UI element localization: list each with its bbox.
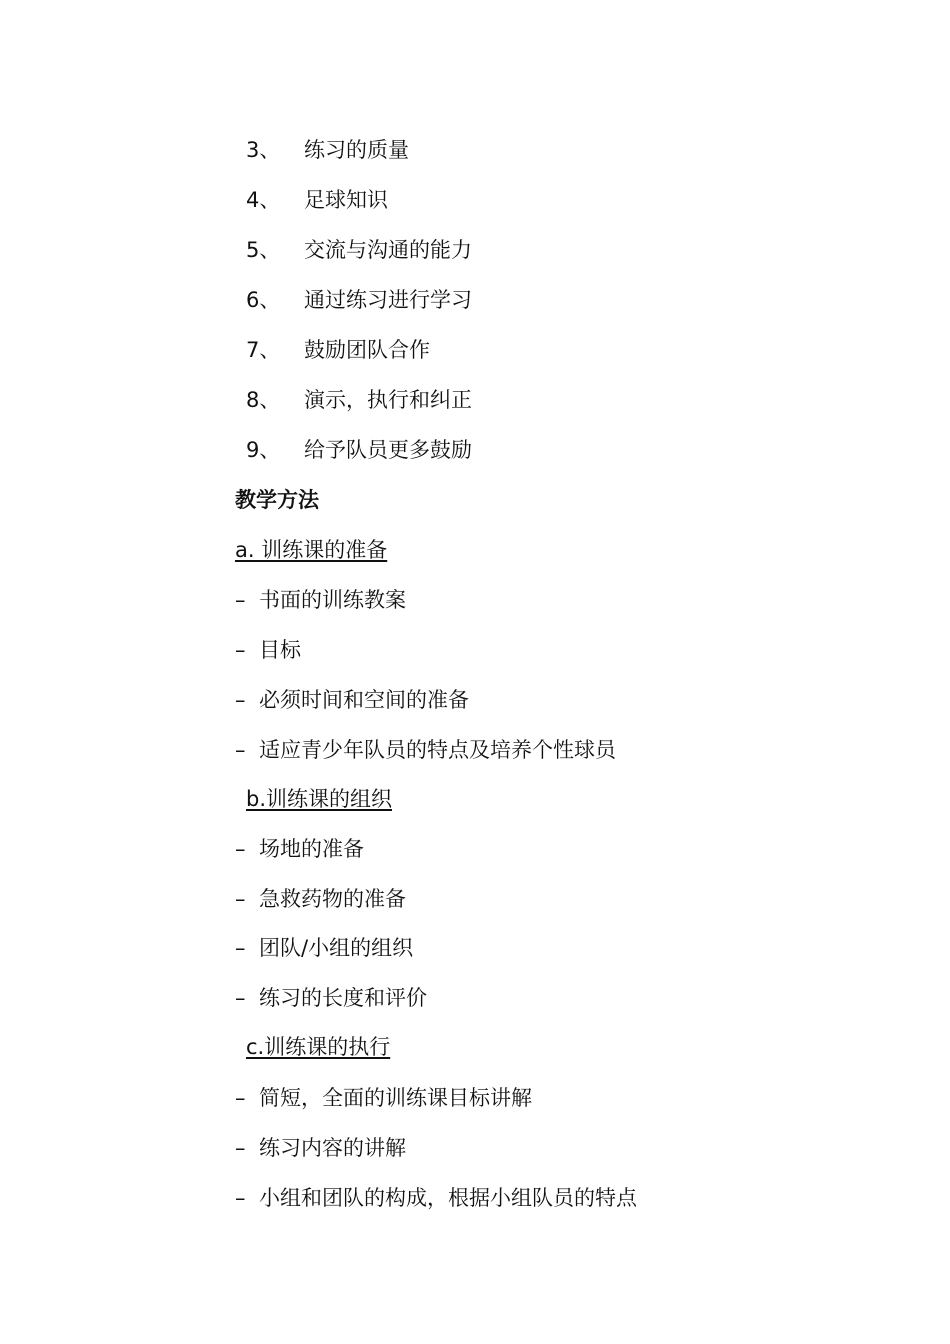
bullet-text: 练习的长度和评价 xyxy=(259,986,427,1010)
list-text: 交流与沟通的能力 xyxy=(304,238,472,262)
bullet-text: 简短，全面的训练课目标讲解 xyxy=(259,1086,532,1110)
bullet-text: 练习内容的讲解 xyxy=(259,1136,406,1160)
bullet-item xyxy=(235,835,364,863)
dash-bullet: – xyxy=(235,986,246,1010)
bullet-item xyxy=(235,885,406,913)
dash-bullet: – xyxy=(235,1086,246,1110)
dash-bullet: – xyxy=(235,638,246,662)
bullet-item xyxy=(235,984,427,1012)
list-number: 6、 xyxy=(246,288,281,312)
dash-bullet: – xyxy=(235,688,246,712)
list-number: 4、 xyxy=(246,188,281,212)
bullet-text: 目标 xyxy=(259,638,301,662)
subsection-heading: a. 训练课的准备 xyxy=(235,538,388,562)
list-item xyxy=(246,386,472,414)
list-text: 演示，执行和纠正 xyxy=(304,388,472,412)
list-text: 练习的质量 xyxy=(304,138,409,162)
bullet-item xyxy=(235,636,301,664)
list-item xyxy=(246,286,472,314)
dash-bullet: – xyxy=(235,1136,246,1160)
bullet-text: 适应青少年队员的特点及培养个性球员 xyxy=(259,738,616,762)
list-text: 鼓励团队合作 xyxy=(304,338,430,362)
bullet-item xyxy=(235,586,406,614)
bullet-item xyxy=(235,934,413,962)
bullet-text: 书面的训练教案 xyxy=(259,588,406,612)
bullet-text: 场地的准备 xyxy=(259,837,364,861)
list-item xyxy=(246,136,409,164)
dash-bullet: – xyxy=(235,1186,246,1210)
subsection-heading: b.训练课的组织 xyxy=(246,787,393,811)
list-item xyxy=(246,236,472,264)
dash-bullet: – xyxy=(235,887,246,911)
dash-bullet: – xyxy=(235,837,246,861)
list-item xyxy=(246,436,472,464)
list-number: 8、 xyxy=(246,388,281,412)
bullet-text: 团队/小组的组织 xyxy=(259,936,414,960)
list-item xyxy=(246,186,388,214)
dash-bullet: – xyxy=(235,936,246,960)
bullet-item xyxy=(235,1134,406,1162)
list-number: 3、 xyxy=(246,138,281,162)
subsection-heading: c.训练课的执行 xyxy=(246,1035,391,1059)
bullet-text: 急救药物的准备 xyxy=(259,887,406,911)
list-number: 9、 xyxy=(246,438,281,462)
bullet-text: 小组和团队的构成，根据小组队员的特点 xyxy=(259,1186,637,1210)
bullet-item xyxy=(235,736,616,764)
list-number: 5、 xyxy=(246,238,281,262)
list-number: 7、 xyxy=(246,338,281,362)
list-text: 足球知识 xyxy=(304,188,388,212)
bullet-item xyxy=(235,1084,532,1112)
list-text: 给予队员更多鼓励 xyxy=(304,438,472,462)
dash-bullet: – xyxy=(235,738,246,762)
bullet-item xyxy=(235,686,469,714)
dash-bullet: – xyxy=(235,588,246,612)
bullet-text: 必须时间和空间的准备 xyxy=(259,688,469,712)
list-text: 通过练习进行学习 xyxy=(304,288,472,312)
list-item xyxy=(246,336,430,364)
bullet-item xyxy=(235,1184,637,1212)
section-title: 教学方法 xyxy=(235,488,319,512)
